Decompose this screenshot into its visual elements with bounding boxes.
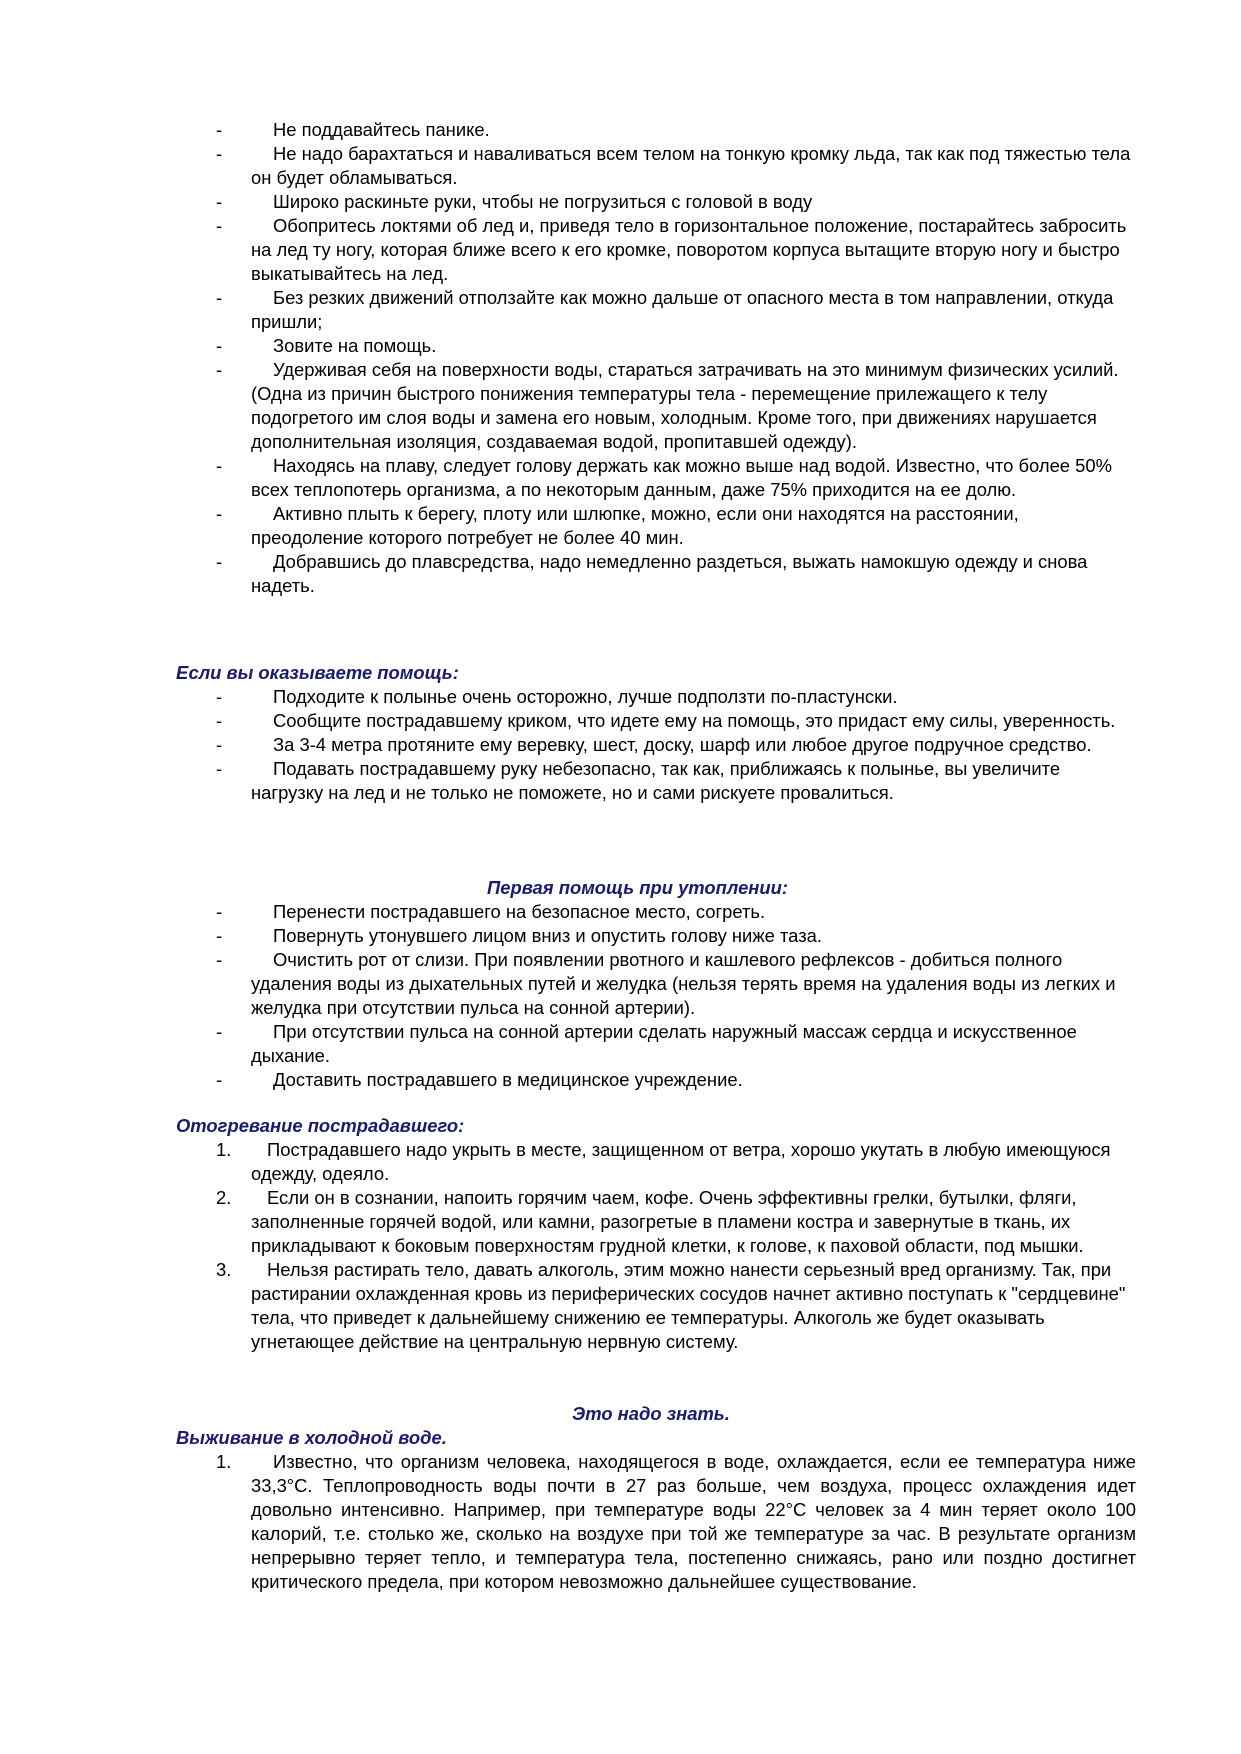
list-item bbox=[0, 334, 1136, 358]
list-item bbox=[0, 924, 1136, 948]
list-marker: - bbox=[216, 215, 223, 236]
list-item bbox=[0, 900, 1136, 924]
list-item-text: Повернуть утонувшего лицом вниз и опустить голову ниже таза. bbox=[273, 925, 822, 946]
list-marker: 1. bbox=[216, 1139, 232, 1160]
list-item-text: За 3-4 метра протяните ему веревку, шест, доску, шарф или любое другое подручное средство. bbox=[273, 734, 1092, 755]
first-aid-list bbox=[0, 900, 1241, 1092]
heading-first-aid: Первая помощь при утоплении: bbox=[487, 877, 788, 898]
self-rescue-list bbox=[0, 118, 1241, 598]
list-item-text: Удерживая себя на поверхности воды, стараться затрачивать на это минимум физических усилий. (Одна из причин быстрого понижения температуры тела - перемещение прилежащего к телу подогретого им слоя воды и замена его новым, холодным. Кроме того, при движениях нарушается дополнительная изоляция, создаваемая водой, пропитавшей одежду). bbox=[251, 359, 1119, 452]
list-marker: 2. bbox=[216, 1187, 232, 1208]
list-marker: - bbox=[216, 925, 223, 946]
list-item bbox=[0, 1068, 1136, 1092]
list-item bbox=[0, 1450, 1136, 1594]
heading-helping: Если вы оказываете помощь: bbox=[176, 662, 459, 683]
heading-warming: Отогревание пострадавшего: bbox=[176, 1115, 465, 1136]
list-marker: - bbox=[216, 551, 223, 572]
list-marker: - bbox=[216, 901, 223, 922]
heading-need-to-know: Это надо знать. bbox=[572, 1403, 730, 1424]
helping-list bbox=[0, 685, 1241, 805]
list-marker: 3. bbox=[216, 1259, 232, 1280]
warming-list bbox=[0, 1138, 1241, 1354]
list-item-text: Нельзя растирать тело, давать алкоголь, этим можно нанести серьезный вред организму. Так, при растирании охлажденная кровь из периферических сосудов начнет активно поступать к "сердцевине" тела, что приведет к дальнейшему снижению ее температуры. Алкоголь же будет оказывать угнетающее действие на центральную нервную систему. bbox=[251, 1259, 1126, 1352]
list-marker: - bbox=[216, 734, 223, 755]
list-marker: - bbox=[216, 1069, 223, 1090]
list-item bbox=[0, 454, 1136, 502]
list-item bbox=[0, 286, 1136, 334]
list-item-text: Перенести пострадавшего на безопасное место, согреть. bbox=[273, 901, 766, 922]
list-marker: - bbox=[216, 1021, 223, 1042]
list-item-text: Подавать пострадавшему руку небезопасно, так как, приближаясь к полынье, вы увеличите нагрузку на лед и не только не поможете, но и сами рискуете провалиться. bbox=[251, 758, 1061, 803]
list-marker: - bbox=[216, 758, 223, 779]
list-marker: - bbox=[216, 335, 223, 356]
list-item-text: Если он в сознании, напоить горячим чаем, кофе. Очень эффективны грелки, бутылки, фляги, заполненные горячей водой, или камни, разогретые в пламени костра и завернутые в ткань, их прикладывают к боковым поверхностям грудной клетки, к голове, к паховой области, под мышки. bbox=[251, 1187, 1084, 1256]
list-item-text: Не надо барахтаться и наваливаться всем телом на тонкую кромку льда, так как под тяжестью тела он будет обламываться. bbox=[251, 143, 1131, 188]
list-item bbox=[0, 550, 1136, 598]
list-item-text: Доставить пострадавшего в медицинское учреждение. bbox=[273, 1069, 743, 1090]
list-item-text: При отсутствии пульса на сонной артерии сделать наружный массаж сердца и искусственное дыхание. bbox=[251, 1021, 1077, 1066]
list-item bbox=[0, 733, 1136, 757]
list-item-text: Без резких движений отползайте как можно дальше от опасного места в том направлении, откуда пришли; bbox=[251, 287, 1114, 332]
list-item bbox=[0, 358, 1136, 454]
list-item bbox=[0, 948, 1136, 1020]
list-item bbox=[0, 142, 1136, 190]
list-marker: - bbox=[216, 503, 223, 524]
list-item bbox=[0, 1138, 1136, 1186]
list-item bbox=[0, 118, 1136, 142]
list-marker: - bbox=[216, 359, 223, 380]
list-item bbox=[0, 1186, 1136, 1258]
list-item bbox=[0, 1258, 1136, 1354]
heading-cold-water-survival: Выживание в холодной воде. bbox=[176, 1427, 447, 1448]
list-item bbox=[0, 190, 1136, 214]
list-item bbox=[0, 685, 1136, 709]
list-marker: - bbox=[216, 287, 223, 308]
list-item bbox=[0, 214, 1136, 286]
list-item bbox=[0, 502, 1136, 550]
list-marker: - bbox=[216, 686, 223, 707]
list-item-text: Находясь на плаву, следует голову держать как можно выше над водой. Известно, что более 50% всех теплопотерь организма, а по некоторым данным, даже 75% приходится на ее долю. bbox=[251, 455, 1112, 500]
list-item bbox=[0, 757, 1136, 805]
list-item-text: Широко раскиньте руки, чтобы не погрузиться с головой в воду bbox=[273, 191, 813, 212]
list-marker: - bbox=[216, 143, 223, 164]
list-item-text: Обопритесь локтями об лед и, приведя тело в горизонтальное положение, постарайтесь забросить на лед ту ногу, которая ближе всего к его кромке, поворотом корпуса вытащите вторую ногу и быстро выкатывайтесь на лед. bbox=[251, 215, 1127, 284]
list-item-text: Известно, что организм человека, находящегося в воде, охлаждается, если ее температура ниже 33,3°С. Теплопроводность воды почти в 27 раз больше, чем воздуха, процесс охлаждения идет довольно интенсивно. Например, при температуре воды 22°С человек за 4 мин теряет около 100 калорий, т.е. столько же, сколько на воздухе при той же температуре за час. В результате организм непрерывно теряет тепло, и температура тела, постепенно снижаясь, рано или поздно достигнет критического предела, при котором невозможно дальнейшее существование. bbox=[251, 1451, 1136, 1592]
list-item-text: Зовите на помощь. bbox=[273, 335, 437, 356]
list-marker: - bbox=[216, 119, 223, 140]
list-item-text: Пострадавшего надо укрыть в месте, защищенном от ветра, хорошо укутать в любую имеющуюся одежду, одеяло. bbox=[251, 1139, 1111, 1184]
list-item bbox=[0, 709, 1136, 733]
survival-list bbox=[0, 1450, 1241, 1594]
list-marker: - bbox=[216, 710, 223, 731]
list-item-text: Активно плыть к берегу, плоту или шлюпке, можно, если они находятся на расстоянии, преодоление которого потребует не более 40 мин. bbox=[251, 503, 1019, 548]
list-marker: - bbox=[216, 191, 223, 212]
list-item-text: Добравшись до плавсредства, надо немедленно раздеться, выжать намокшую одежду и снова надеть. bbox=[251, 551, 1088, 596]
list-item-text: Сообщите пострадавшему криком, что идете ему на помощь, это придаст ему силы, уверенность. bbox=[273, 710, 1116, 731]
list-item bbox=[0, 1020, 1136, 1068]
list-item-text: Не поддавайтесь панике. bbox=[273, 119, 490, 140]
list-marker: - bbox=[216, 949, 223, 970]
list-marker: 1. bbox=[216, 1451, 232, 1472]
list-marker: - bbox=[216, 455, 223, 476]
list-item-text: Подходите к полынье очень осторожно, лучше подползти по-пластунски. bbox=[273, 686, 898, 707]
list-item-text: Очистить рот от слизи. При появлении рвотного и кашлевого рефлексов - добиться полного удаления воды из дыхательных путей и желудка (нельзя терять время на удаления воды из легких и желудка при отсутствии пульса на сонной артерии). bbox=[251, 949, 1116, 1018]
